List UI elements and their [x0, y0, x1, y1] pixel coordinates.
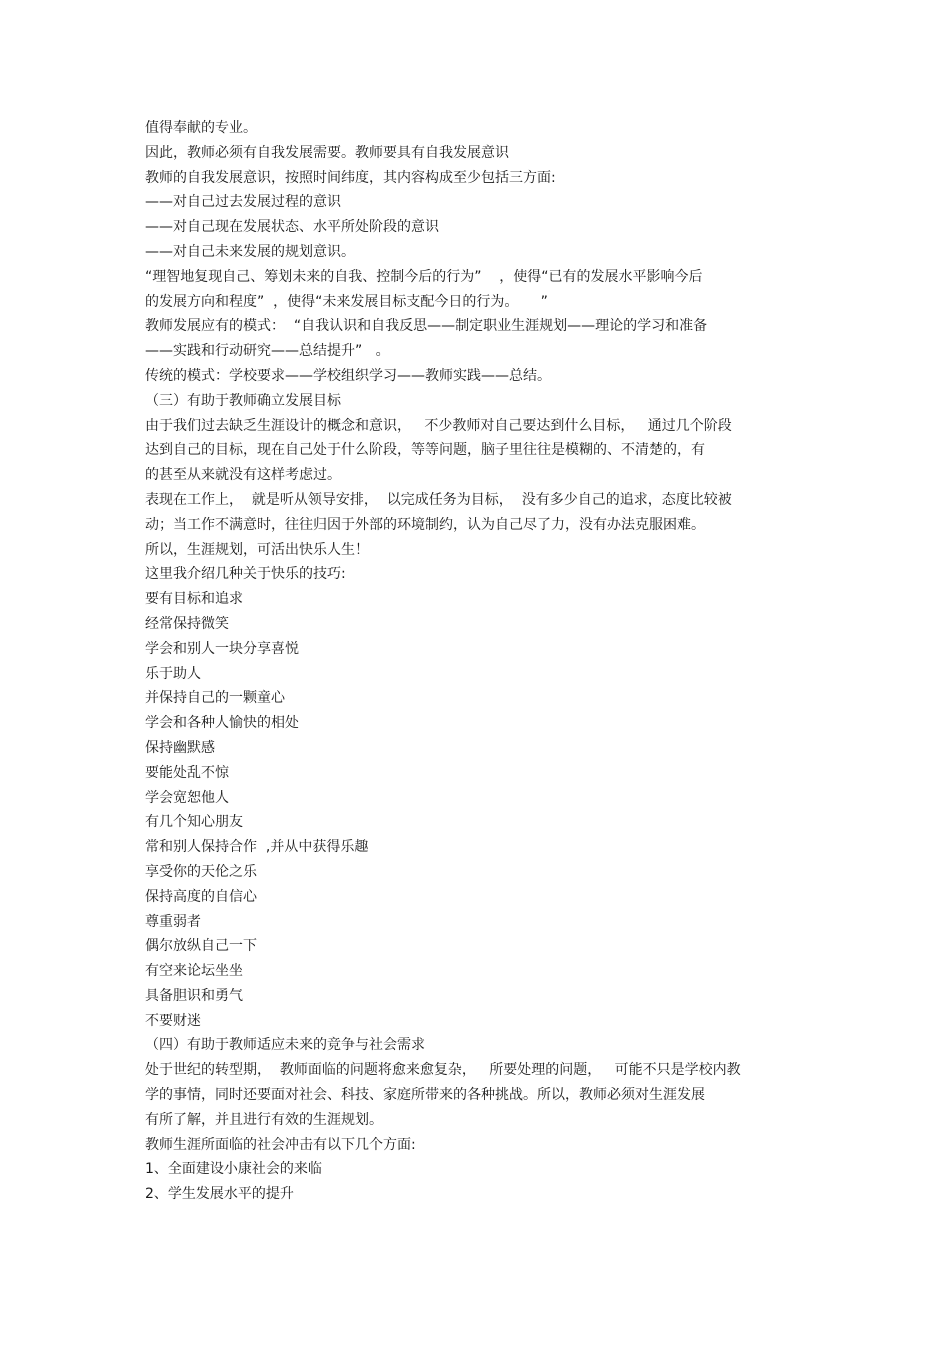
text-line: 表现在工作上， 就是听从领导安排， 以完成任务为目标， 没有多少自己的追求，态度比较被 — [145, 491, 732, 508]
text-line: 处于世纪的转型期， 教师面临的问题将愈来愈复杂， 所要处理的问题， 可能不只是学校内教 — [145, 1062, 741, 1079]
text-line: 这里我介绍几种关于快乐的技巧: — [145, 566, 346, 583]
text-line: 教师生涯所面临的社会冲击有以下几个方面: — [145, 1136, 416, 1153]
list-item: 常和别人保持合作 ,并从中获得乐趣 — [145, 839, 369, 856]
text-line: ——对自己未来发展的规划意识。 — [145, 243, 355, 260]
list-item: 学会和各种人愉快的相处 — [145, 715, 299, 732]
text-line: 传统的模式：学校要求——学校组织学习——教师实践——总结。 — [145, 367, 551, 384]
list-item: 不要财迷 — [145, 1012, 201, 1029]
list-item: 要能处乱不惊 — [145, 764, 229, 781]
text-line: 教师发展应有的模式： “自我认识和自我反思——制定职业生涯规划——理论的学习和准备 — [145, 318, 708, 335]
list-item: 经常保持微笑 — [145, 615, 229, 632]
text-line: ——对自己现在发展状态、水平所处阶段的意识 — [145, 219, 439, 236]
list-item: 要有目标和追求 — [145, 591, 243, 608]
text-line: 的发展方向和程度” ，使得“未来发展目标支配今日的行为。 ” — [145, 293, 548, 310]
text-line: ——实践和行动研究——总结提升” 。 — [145, 343, 390, 360]
text-line: ——对自己过去发展过程的意识 — [145, 194, 341, 211]
text-line: 的甚至从来就没有这样考虑过。 — [145, 467, 341, 484]
section-heading: （四）有助于教师适应未来的竞争与社会需求 — [145, 1037, 425, 1054]
list-item: 保持幽默感 — [145, 739, 215, 756]
text-line: 达到自己的目标，现在自己处于什么阶段，等等问题，脑子里往往是模糊的、不清楚的，有 — [145, 442, 705, 459]
text-line: 有所了解，并且进行有效的生涯规划。 — [145, 1111, 383, 1128]
document-body — [145, 116, 810, 1207]
text-line: 值得奉献的专业。 — [145, 120, 257, 136]
list-item: 并保持自己的一颗童心 — [145, 690, 285, 707]
text-line: “理智地复现自己、筹划未来的自我、控制今后的行为” ，使得“已有的发展水平影响今后 — [145, 268, 703, 285]
list-item: 有空来论坛坐坐 — [145, 963, 243, 980]
text-line: 由于我们过去缺乏生涯设计的概念和意识， 不少教师对自己要达到什么目标， 通过几个阶段 — [145, 417, 732, 434]
list-item: 学会和别人一块分享喜悦 — [145, 640, 299, 657]
text-line: 学的事情，同时还要面对社会、科技、家庭所带来的各种挑战。所以，教师必须对生涯发展 — [145, 1087, 705, 1104]
list-item: 有几个知心朋友 — [145, 814, 243, 831]
numbered-item: 1、全面建设小康社会的来临 — [145, 1161, 322, 1178]
section-heading: （三）有助于教师确立发展目标 — [145, 392, 341, 409]
text-line: 因此，教师必须有自我发展需要。教师要具有自我发展意识 — [145, 144, 509, 161]
list-item: 具备胆识和勇气 — [145, 987, 243, 1004]
list-item: 保持高度的自信心 — [145, 888, 257, 905]
list-item: 享受你的天伦之乐 — [145, 863, 257, 880]
list-item: 尊重弱者 — [145, 913, 201, 930]
text-line: 所以，生涯规划，可活出快乐人生！ — [145, 541, 369, 558]
numbered-item: 2、学生发展水平的提升 — [145, 1186, 294, 1203]
text-line: 教师的自我发展意识，按照时间纬度，其内容构成至少包括三方面: — [145, 169, 556, 186]
text-line: 动；当工作不满意时，往往归因于外部的环境制约，认为自己尽了力，没有办法克服困难。 — [145, 516, 705, 533]
list-item: 学会宽恕他人 — [145, 789, 229, 806]
list-item: 偶尔放纵自己一下 — [145, 938, 257, 955]
list-item: 乐于助人 — [145, 665, 201, 682]
